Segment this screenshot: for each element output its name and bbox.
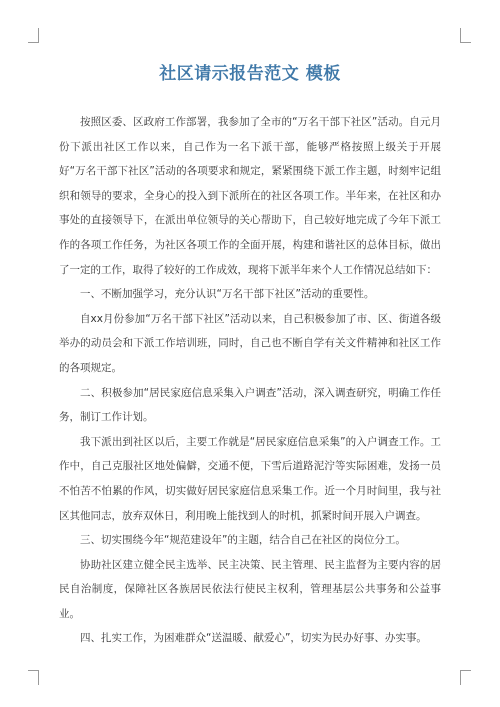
crop-mark-top-right	[460, 28, 471, 43]
paragraph-section-3: 协助社区建立健全民主选举、民主决策、民主管理、民主监督为主要内容的居民自治制度，保障社区各族居民依法行使民主权利，管理基层公共事务和公益事业。	[59, 558, 441, 620]
heading-section-3: 三、切实围绕今年“规范建设年”的主题，结合自己在社区的岗位分工。	[80, 534, 406, 547]
heading-section-2: 二、积极参加“居民家庭信息采集入户调查”活动，深入调查研究，明确工作任务，制订工作计划。	[59, 386, 441, 424]
crop-mark-bottom-right	[460, 670, 471, 685]
document-title: 社区请示报告范文 模板	[159, 64, 341, 84]
heading-section-1: 一、不断加强学习，充分认识“万名干部下社区”活动的重要性。	[80, 288, 375, 301]
crop-mark-bottom-left	[28, 670, 39, 685]
paragraph-section-1: 自xx月份参加“万名干部下社区”活动以来，自己积极参加了市、区、街道各级举办的动员会和下派工作培训班，同时，自己也不断自学有关文件精神和社区工作的各项规定。	[59, 312, 441, 374]
crop-mark-top-left	[28, 28, 39, 43]
heading-section-4: 四、扎实工作，为困难群众“送温暖、献爱心”，切实为民办好事、办实事。	[80, 632, 427, 645]
paragraph-section-2: 我下派出到社区以后，主要工作就是“居民家庭信息采集”的入户调查工作。工作中，自己克服社区地处偏僻，交通不便，下雪后道路泥泞等实际困难，发扬一员不怕苦不怕累的作风，切实做好居民家庭信息采集工作。近一个月时间里，我与社区其他同志，放弃双休日，利用晚上能找到人的时机，抓紧时间开展入户调查。	[59, 435, 441, 522]
paragraph-intro: 按照区委、区政府工作部署，我参加了全市的“万名干部下社区”活动。自元月份下派出社区工作以来，自己作为一名下派干部，能够严格按照上级关于开展好“万名干部下社区”活动的各项要求和规定，紧紧围绕下派工作主题，时刻牢记组织和领导的要求，全身心的投入到下派所在的社区各项工作。半年来，在社区和办事处的直接领导下，在派出单位领导的关心帮助下，自己较好地完成了今年下派工作的各项工作任务，为社区各项工作的全面开展，构建和谐社区的总体目标，做出了一定的工作，取得了较好的工作成效，现将下派半年来个人工作情况总结如下：	[59, 116, 441, 276]
document-body	[59, 110, 441, 651]
